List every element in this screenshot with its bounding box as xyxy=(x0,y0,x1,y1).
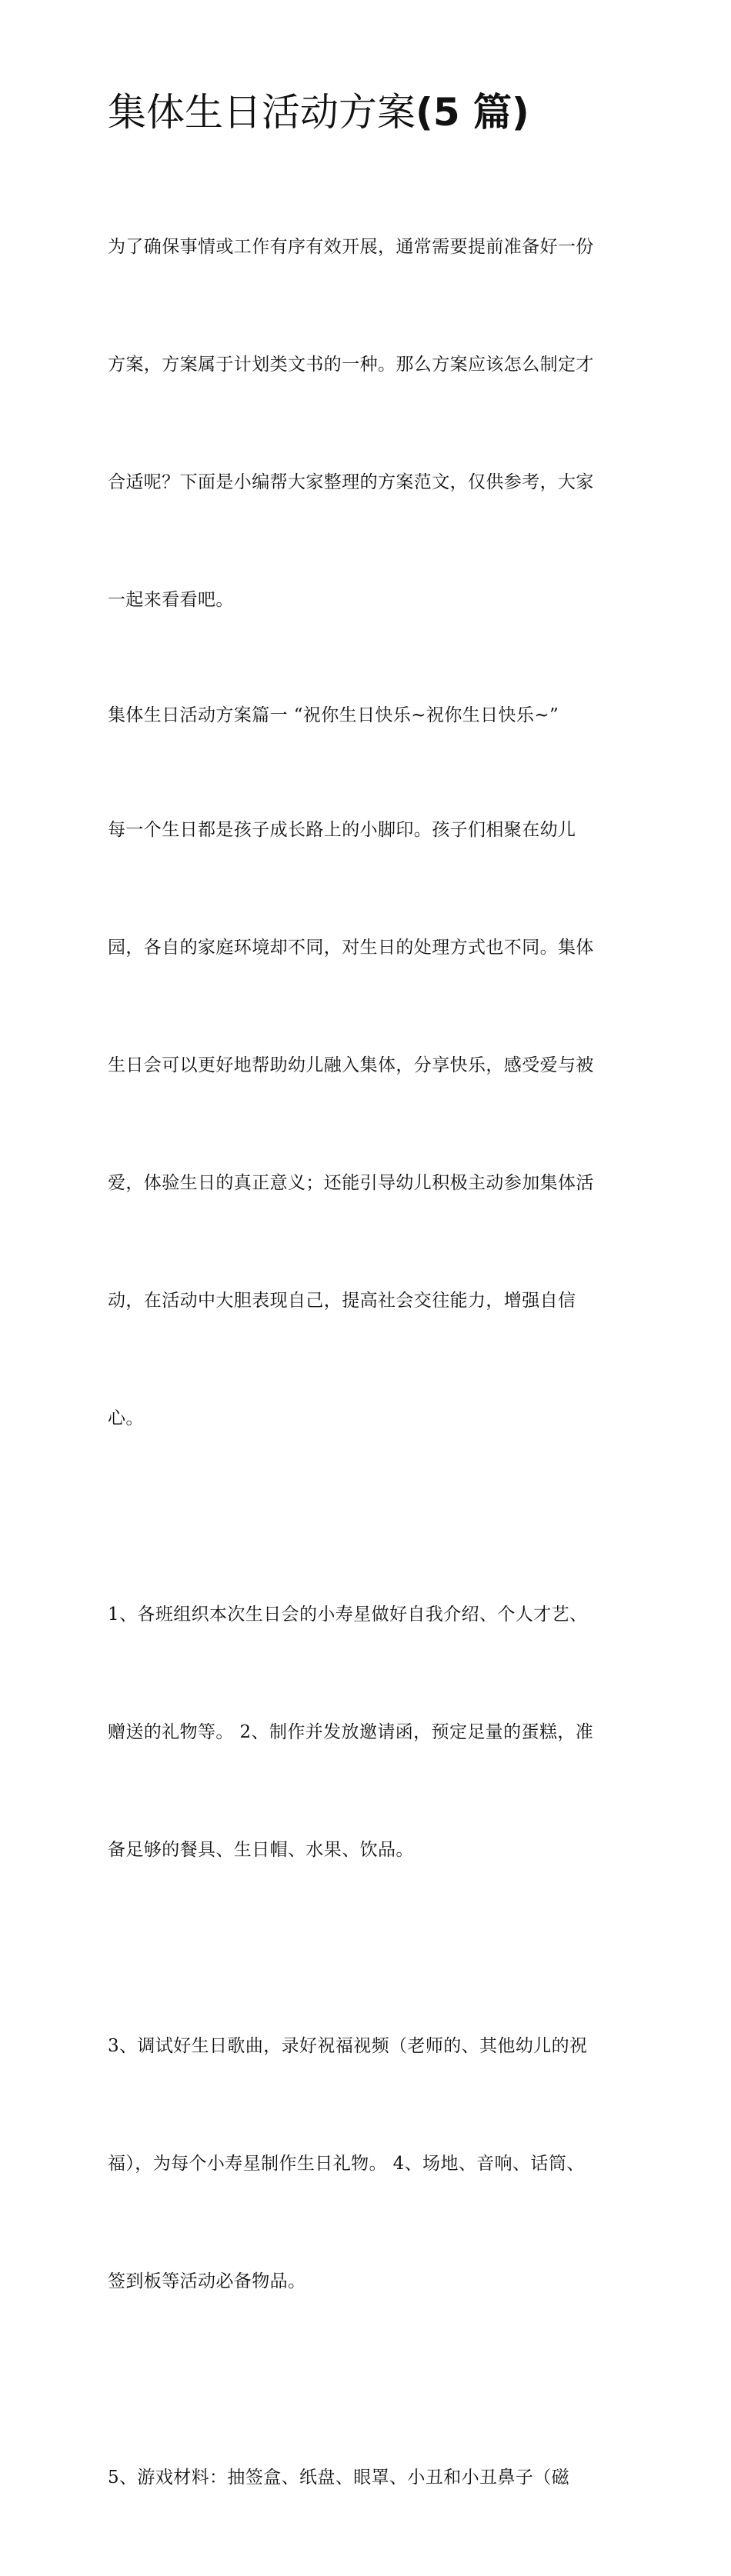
item-line: 备足够的餐具、生日帽、水果、饮品。 xyxy=(108,1840,414,1860)
section-line: 爱，体验生日的真正意义；还能引导幼儿积极主动参加集体活 xyxy=(108,1173,594,1193)
intro-line: 方案，方案属于计划类文书的一种。那么方案应该怎么制定才 xyxy=(108,355,594,375)
items-block-2 xyxy=(108,1948,631,2380)
section-line: 心。 xyxy=(108,1408,144,1428)
page-title xyxy=(108,85,631,140)
section-heading: 集体生日活动方案篇一 “祝你生日快乐~祝你生日快乐~” xyxy=(108,705,559,725)
section-line: 每一个生日都是孩子成长路上的小脚印。孩子们相聚在幼儿 xyxy=(108,820,576,840)
section-paragraph xyxy=(108,732,631,1517)
section-line: 动，在活动中大胆表现自己，提高社会交往能力，增强自信 xyxy=(108,1291,576,1311)
item-line: 签到板等活动必备物品。 xyxy=(108,2271,306,2291)
title-main: 集体生日活动方案 xyxy=(108,90,416,135)
items-block-1 xyxy=(108,1517,631,1948)
section-line: 园，各自的家庭环境却不同，对生日的处理方式也不同。集体 xyxy=(108,938,594,958)
item-line: 3、调试好生日歌曲，录好祝福视频（老师的、其他幼儿的祝 xyxy=(108,2036,588,2056)
document-page xyxy=(108,85,631,2576)
item-line: 福），为每个小寿星制作生日礼物。 4、场地、音响、话筒、 xyxy=(108,2154,585,2174)
intro-line: 一起来看看吧。 xyxy=(108,590,234,610)
intro-paragraph xyxy=(108,149,631,698)
title-suffix: (5 篇) xyxy=(416,90,529,135)
items-block-3 xyxy=(108,2380,631,2576)
item-line: 1、各班组织本次生日会的小寿星做好自我介绍、个人才艺、 xyxy=(108,1605,588,1625)
item-line: 赠送的礼物等。 2、制作并发放邀请函，预定足量的蛋糕，准 xyxy=(108,1722,594,1742)
item-line: 5、游戏材料：抽签盒、纸盘、眼罩、小丑和小丑鼻子（磁 xyxy=(108,2468,570,2488)
intro-line: 为了确保事情或工作有序有效开展，通常需要提前准备好一份 xyxy=(108,237,594,257)
intro-line: 合适呢？下面是小编帮大家整理的方案范文，仅供参考，大家 xyxy=(108,472,594,492)
section-line: 生日会可以更好地帮助幼儿融入集体，分享快乐，感受爱与被 xyxy=(108,1055,594,1075)
